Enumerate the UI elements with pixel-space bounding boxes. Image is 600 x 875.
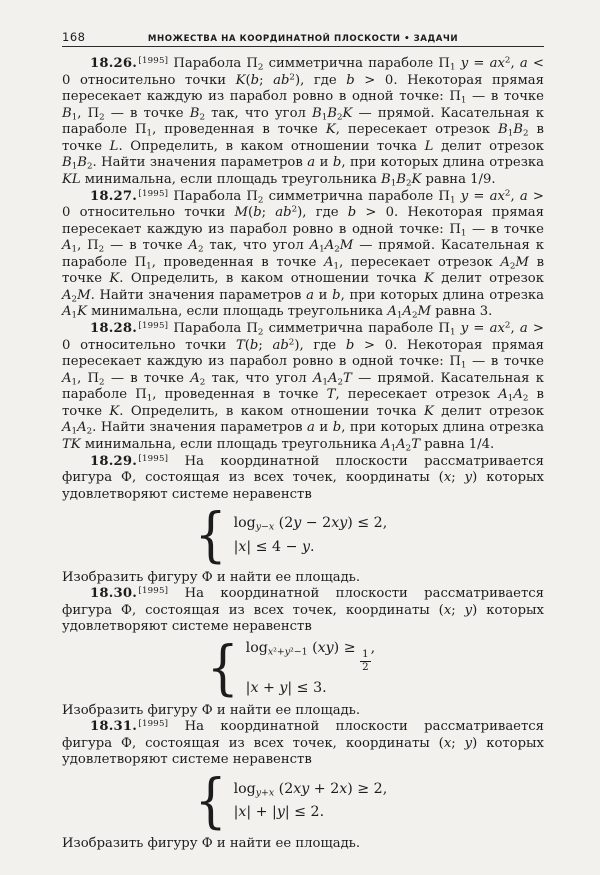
system-of-inequalities [62,633,520,703]
problem-text: Парабола $П_2$ симметрична параболе $П_1$ $y = ax^2$, a < 0 относительно точки K(b; $ab^2$), где b > 0. Некоторая прямая пересекает каждую из парабол ровно в одной точке: $П_1$ — в точке $B_1$, $П_2$ — в точке $B_2$ так, что угол $B_1B_2K$ — прямой. Касательная к параболе $П_1$, проведенная в точке K, пересекает отрезок $B_1B_2$ в точке L. Определить, в каком отношении точка L делит отрезок $B_1B_2$. Найти значения параметров a и b, при которых длина отрезка KL минимальна, если площадь треугольника $B_1B_2K$ равна 1/9. [62,55,544,189]
problem-text: На координатной плоскости рассматривается фигура Ф, состоящая из всех точек, координаты (x; y) которых удовлетворяют системе неравенств [62,719,544,768]
problem-tail: Изобразить фигуру Ф и найти ее площадь. [62,835,361,851]
problem-text: На координатной плоскости рассматривается фигура Ф, состоящая из всех точек, координаты (x; y) которых удовлетворяют системе неравенств [62,453,544,502]
problem-text: Парабола $П_2$ симметрична параболе $П_1$ $y = ax^2$, a > 0 относительно точки T(b; $ab^2$), где b > 0. Некоторая прямая пересекает каждую из парабол ровно в одной точке: $П_1$ — в точке $A_1$, $П_2$ — в точке $A_2$ так, что угол $A_1A_2T$ — прямой. Касательная к параболе $П_1$, проведенная в точке T, пересекает отрезок $A_1A_2$ в точке K. Определить, в каком отношении точка K делит отрезок $A_1A_2$. Найти значения параметров a и b, при которых длина отрезка TK минимальна, если площадь треугольника $A_1A_2T$ равна 1/4. [62,320,544,454]
problem-number: 18.30. [90,586,138,602]
problem-18-31 [62,719,544,852]
system-lines [234,781,388,821]
system-of-inequalities [62,766,520,836]
year-tag: [1995] [138,188,169,199]
inequality-line: $\log_{y-x} (2y - 2xy) \le 2$, [233,515,388,533]
problem-number: 18.27. [90,188,138,204]
problem-text: Парабола $П_2$ симметрична параболе $П_1$ $y = ax^2$, a > 0 относительно точки M(b; $ab^2$), где b > 0. Некоторая прямая пересекает каждую из парабол ровно в одной точке: $П_1$ — в точке $A_1$, $П_2$ — в точке $A_2$ так, что угол $A_1A_2M$ — прямой. Касательная к параболе $П_1$, проведенная в точке $A_1$, пересекает отрезок $A_2M$ в точке K. Определить, в каком отношении точка K делит отрезок $A_2M$. Найти значения параметров a и b, при которых длина отрезка $A_1K$ минимальна, если площадь треугольника $A_1A_2M$ равна 3. [62,188,544,321]
system-lines [234,515,388,555]
year-tag: [1995] [138,56,169,67]
problem-paragraph [62,321,544,454]
problem-tail: Изобразить фигуру Ф и найти ее площадь. [62,570,361,586]
inequality-line: $\log_{y+x} (2xy + 2x) \ge 2$, [233,781,388,799]
system-brace: { [194,766,227,836]
year-tag: [1995] [138,719,169,730]
problem-18-29 [62,454,544,587]
year-tag: [1995] [138,453,169,464]
problem-number: 18.29. [90,453,138,469]
system-brace: { [194,500,227,570]
problem-paragraph [62,189,544,322]
problem-number: 18.26. [90,56,138,71]
running-head [62,30,544,47]
system-brace: { [206,633,239,703]
problem-number: 18.28. [90,321,138,336]
inequality-line: |x + y| ≤ 3. [245,680,327,697]
page-number: 168 [62,30,86,44]
problem-18-27 [62,189,544,322]
problem-paragraph [62,454,544,504]
inequality-line: $\log_{x^2+y^2-1} (xy)$ ≥ $\frac{1}{2}$ , [245,639,376,673]
problem-paragraph [62,719,544,769]
inequality-line: |x| + |y| ≤ 2. [233,804,325,821]
problem-tail: Изобразить фигуру Ф и найти ее площадь. [62,703,361,719]
problem-number: 18.31. [90,719,138,735]
problem-18-30 [62,586,544,719]
inequality-line: |x| ≤ 4 − y. [233,538,315,555]
system-lines [246,640,375,697]
system-of-inequalities [62,500,520,570]
year-tag: [1995] [138,586,169,597]
problem-text: На координатной плоскости рассматривается фигура Ф, состоящая из всех точек, координаты (x; y) которых удовлетворяют системе неравенств [62,586,544,635]
year-tag: [1995] [138,321,169,332]
problem-paragraph [62,56,544,189]
running-title: МНОЖЕСТВА НА КООРДИНАТНОЙ ПЛОСКОСТИ • ЗАДАЧИ [147,34,459,44]
problem-18-28 [62,321,544,454]
problem-paragraph [62,586,544,636]
problem-18-26 [62,56,544,189]
